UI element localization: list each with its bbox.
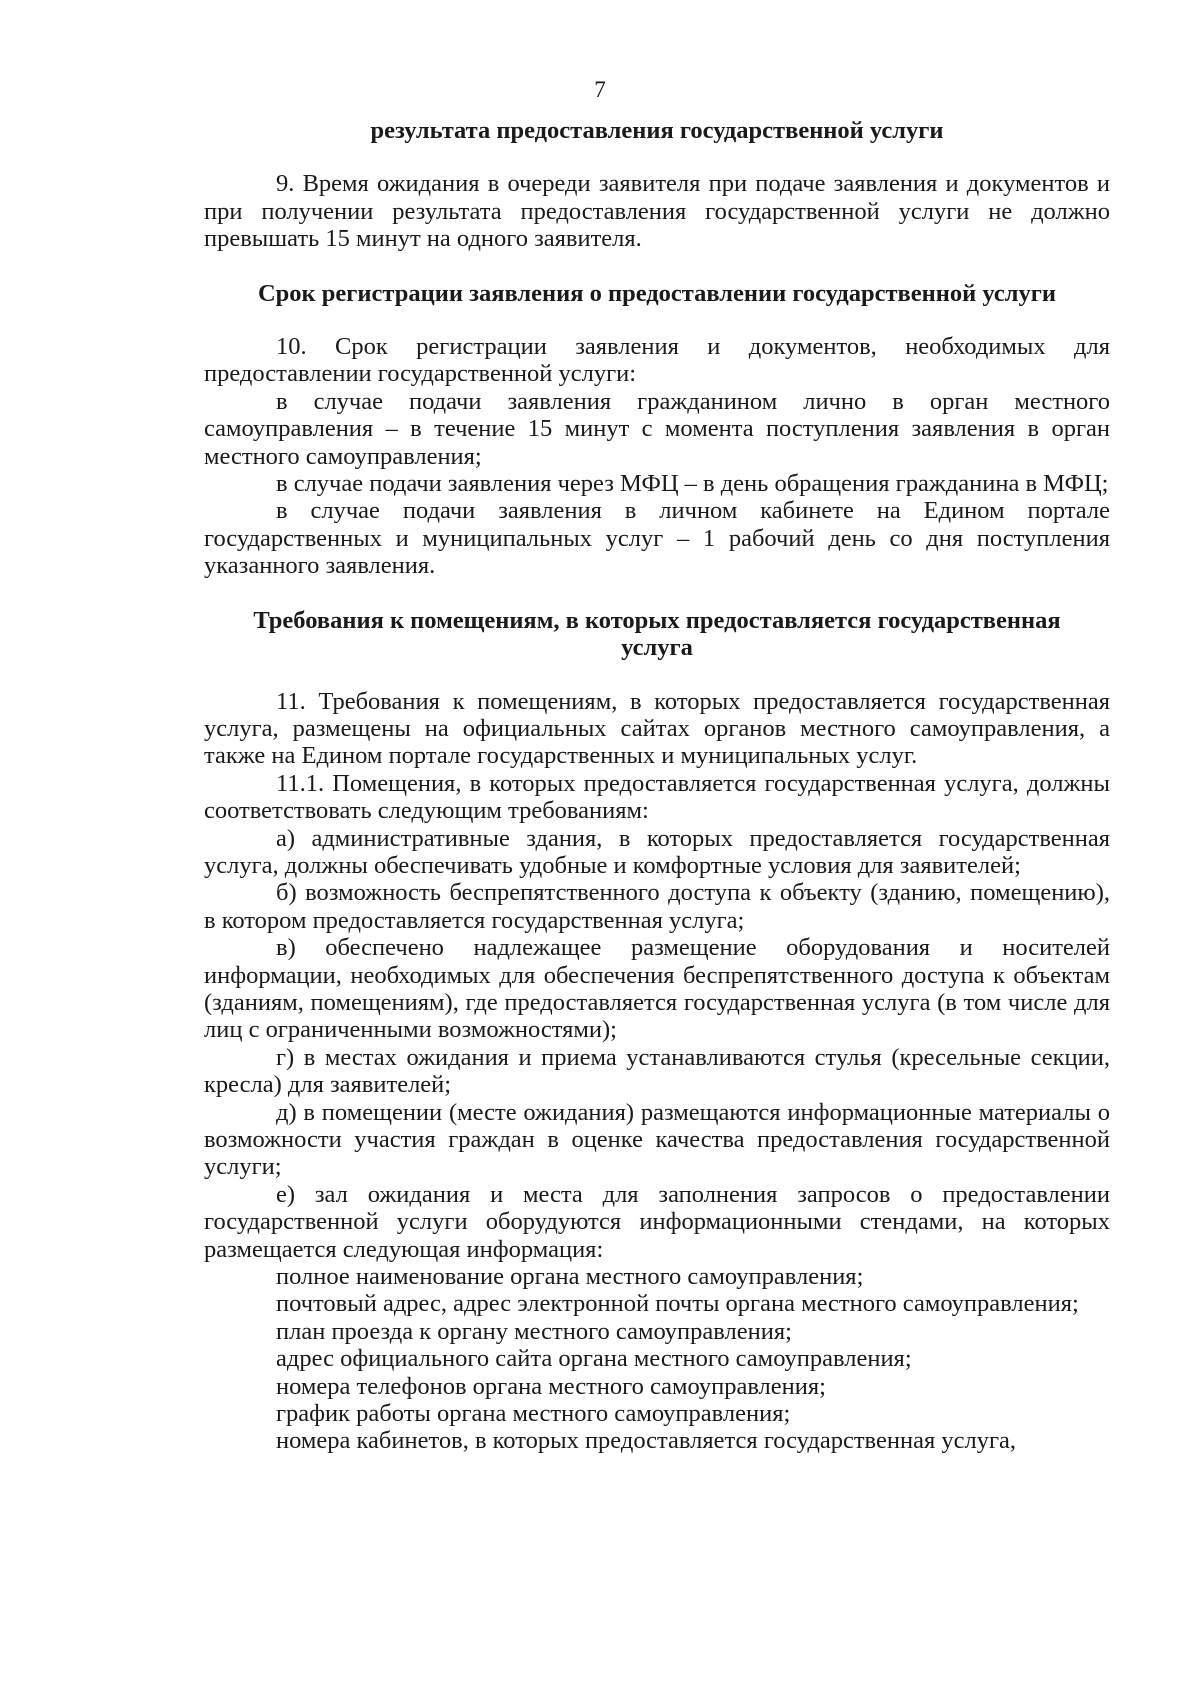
section-heading-result: результата предоставления государственной услуги	[370, 117, 944, 144]
section-heading-registration: Срок регистрации заявления о предоставлении государственной услуги	[257, 279, 1056, 307]
paragraph-10-item-mfc: в случае подачи заявления через МФЦ – в день обращения гражданина в МФЦ;	[276, 470, 1109, 498]
paragraph-11-1: 11.1. Помещения, в которых предоставляется государственная услуга, должны соответствовать следующим требованиям:	[204, 769, 1110, 825]
stand-info-address: почтовый адрес, адрес электронной почты органа местного самоуправления;	[276, 1290, 1079, 1318]
stand-info-rooms: номера кабинетов, в которых предоставляется государственная услуга,	[276, 1427, 1016, 1455]
stand-info-website: адрес официального сайта органа местного самоуправления;	[276, 1345, 912, 1373]
document-body	[204, 117, 1110, 1455]
paragraph-9: 9. Время ожидания в очереди заявителя при подаче заявления и документов и при получении результата предоставления государственной услуги не должно превышать 15 минут на одного заявителя.	[204, 170, 1110, 253]
list-item-v: в) обеспечено надлежащее размещение оборудования и носителей информации, необходимых для обеспечения беспрепятственного доступа к объектам (зданиям, помещениям), где предоставляется государственная услуга (в том числе для лиц с ограниченными возможностями);	[204, 934, 1110, 1044]
stand-info-route: план проезда к органу местного самоуправления;	[276, 1317, 792, 1345]
paragraph-10: 10. Срок регистрации заявления и документов, необходимых для предоставлении государственной услуги:	[204, 333, 1110, 388]
paragraph-11: 11. Требования к помещениям, в которых предоставляется государственная услуга, размещены на официальных сайтах органов местного самоуправления, а также на Едином портале государственных и муниципальных услуг.	[204, 687, 1110, 770]
page-number: 7	[594, 77, 606, 102]
list-item-d: д) в помещении (месте ожидания) размещаются информационные материалы о возможности участия граждан в оценке качества предоставления государственной услуги;	[204, 1098, 1110, 1181]
list-item-b: б) возможность беспрепятственного доступа к объекту (зданию, помещению), в котором предоставляется государственная услуга;	[204, 879, 1110, 934]
stand-info-full-name: полное наименование органа местного самоуправления;	[276, 1263, 864, 1291]
paragraph-10-item-portal: в случае подачи заявления в личном кабинете на Едином портале государственных и муниципальных услуг – 1 рабочий день со дня поступления указанного заявления.	[204, 497, 1110, 580]
stand-info-schedule: график работы органа местного самоуправления;	[276, 1400, 791, 1428]
paragraph-10-item-personal: в случае подачи заявления гражданином лично в орган местного самоуправления – в течение 15 минут с момента поступления заявления в орган местного самоуправления;	[204, 387, 1110, 470]
section-heading-premises: Требования к помещениям, в которых предоставляется государственная услуга	[253, 606, 1061, 662]
stand-info-phones: номера телефонов органа местного самоуправления;	[276, 1372, 826, 1400]
list-item-g: г) в местах ожидания и приема устанавливаются стулья (кресельные секции, кресла) для заявителей;	[204, 1043, 1110, 1099]
list-item-a: а) административные здания, в которых предоставляется государственная услуга, должны обеспечивать удобные и комфортные условия для заявителей;	[204, 824, 1110, 879]
list-item-e: е) зал ожидания и места для заполнения запросов о предоставлении государственной услуги оборудуются информационными стендами, на которых размещается следующая информация:	[204, 1180, 1110, 1263]
